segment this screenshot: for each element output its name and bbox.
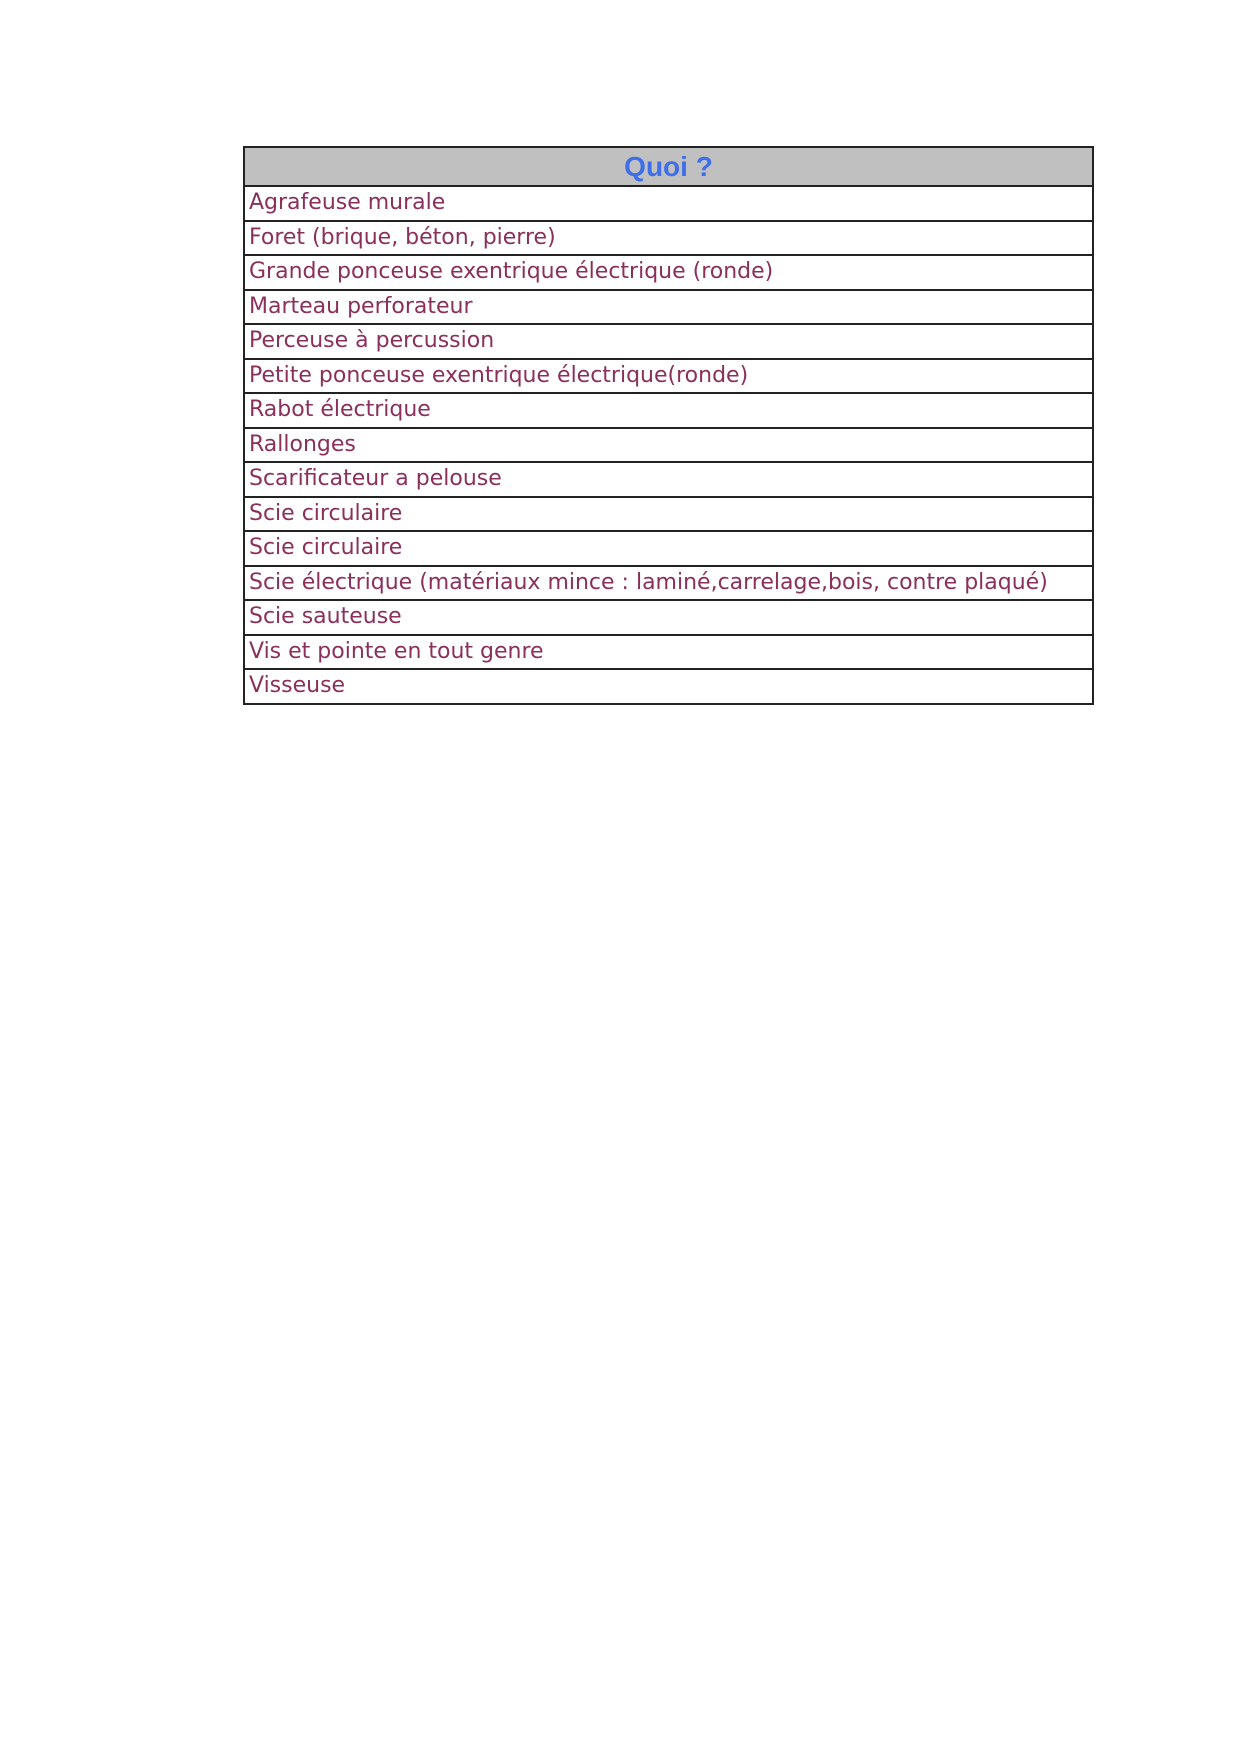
- table-cell: Petite ponceuse exentrique électrique(ronde): [244, 359, 1093, 394]
- table-cell: Agrafeuse murale: [244, 186, 1093, 221]
- table-row: [244, 635, 1093, 670]
- table-cell: Rabot électrique: [244, 393, 1093, 428]
- tools-table: [243, 146, 1094, 705]
- table-cell: Grande ponceuse exentrique électrique (ronde): [244, 255, 1093, 290]
- table-cell: Scarificateur a pelouse: [244, 462, 1093, 497]
- table-row: [244, 428, 1093, 463]
- table-row: [244, 186, 1093, 221]
- table-row: [244, 393, 1093, 428]
- table-cell: Foret (brique, béton, pierre): [244, 221, 1093, 256]
- table-cell: Scie circulaire: [244, 497, 1093, 532]
- table-row: [244, 290, 1093, 325]
- table-row: [244, 462, 1093, 497]
- table-cell: Scie circulaire: [244, 531, 1093, 566]
- table-cell: Perceuse à percussion: [244, 324, 1093, 359]
- table-row: [244, 255, 1093, 290]
- table-cell: Marteau perforateur: [244, 290, 1093, 325]
- table-cell: Scie électrique (matériaux mince : laminé,carrelage,bois, contre plaqué): [244, 566, 1093, 601]
- table-cell: Scie sauteuse: [244, 600, 1093, 635]
- table-row: [244, 221, 1093, 256]
- table-cell: Vis et pointe en tout genre: [244, 635, 1093, 670]
- table-row: [244, 566, 1093, 601]
- table-row: [244, 324, 1093, 359]
- table-header-row: [244, 147, 1093, 186]
- table-row: [244, 531, 1093, 566]
- table-row: [244, 669, 1093, 704]
- table-row: [244, 497, 1093, 532]
- table-row: [244, 359, 1093, 394]
- table-cell: Visseuse: [244, 669, 1093, 704]
- column-header-quoi: Quoi ?: [244, 147, 1093, 186]
- table-cell: Rallonges: [244, 428, 1093, 463]
- table-row: [244, 600, 1093, 635]
